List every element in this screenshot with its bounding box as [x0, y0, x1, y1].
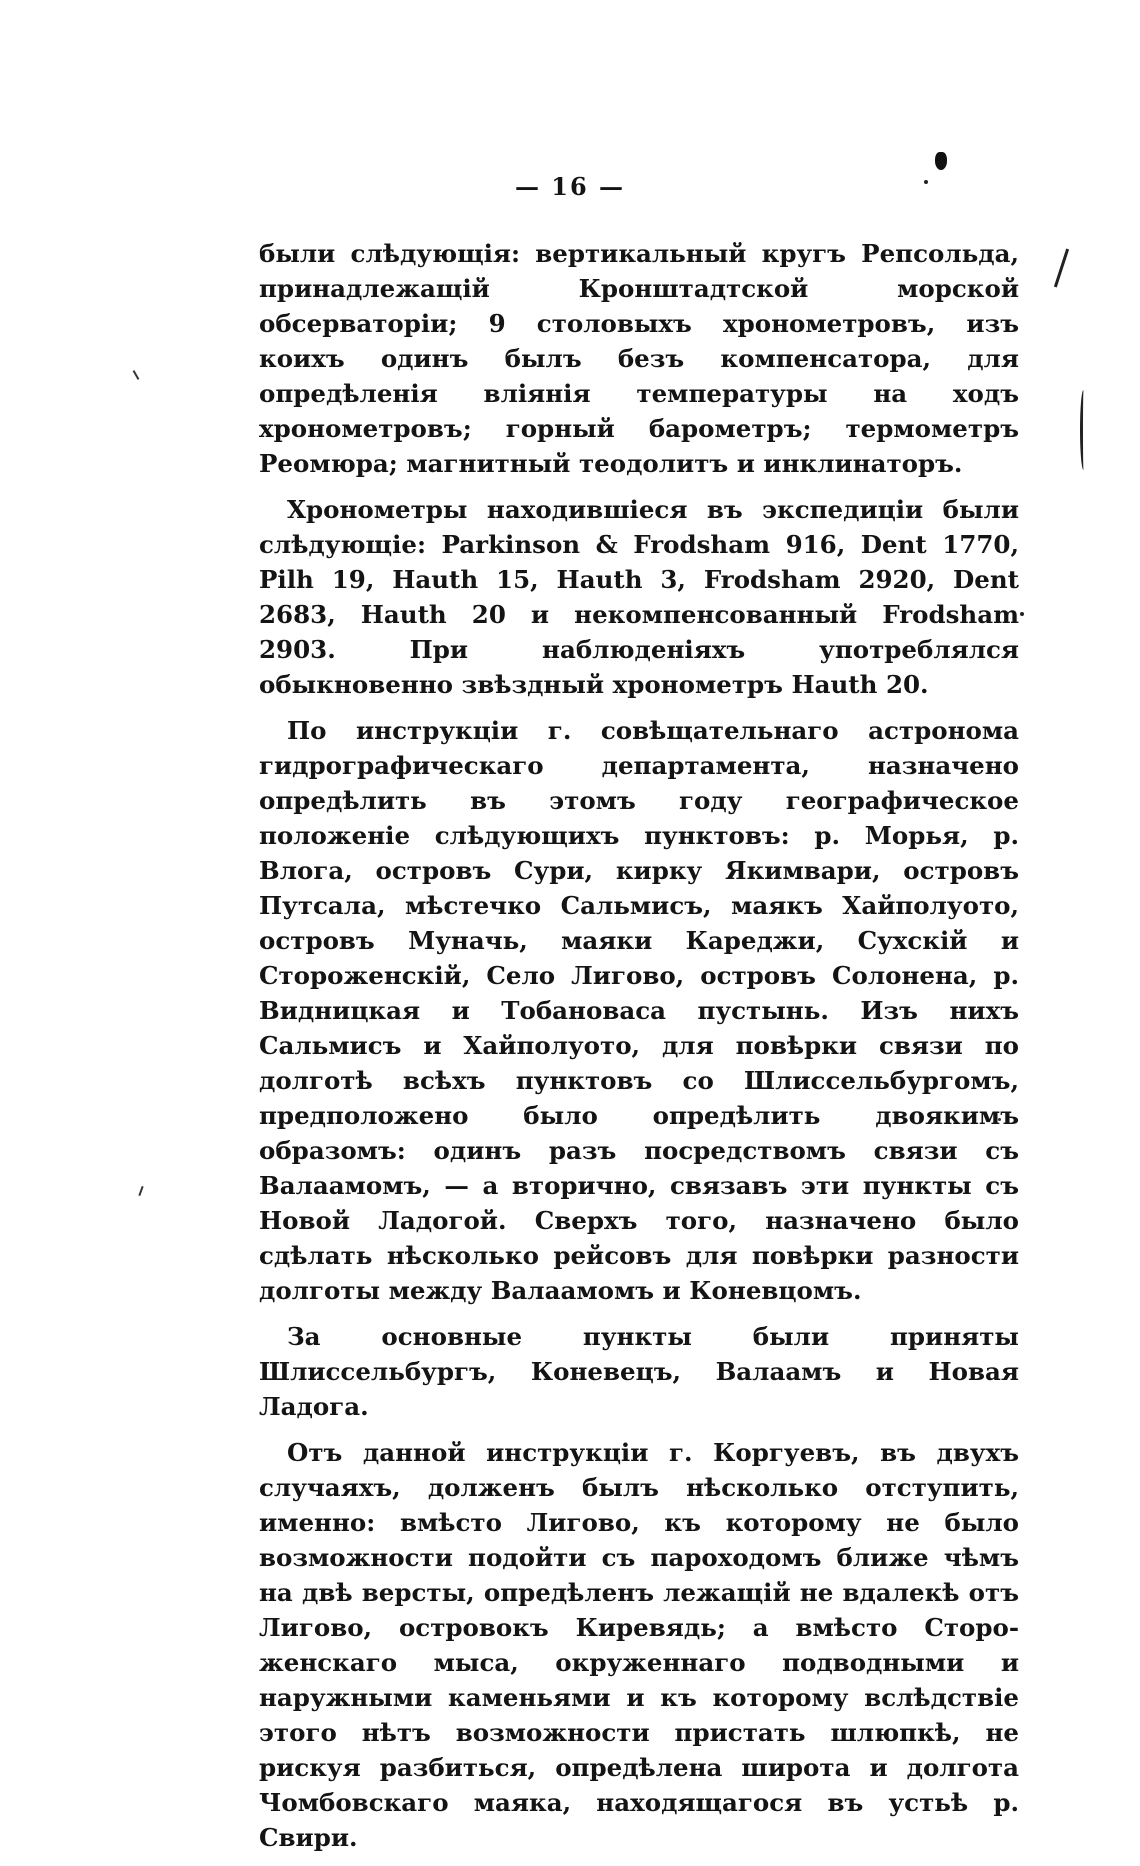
- scan-speck-dot: [1020, 612, 1024, 616]
- margin-mark: [138, 1186, 143, 1196]
- paragraph-instruction: По инструкцiи г. совѣщательнаго астронома гидрографическаго департамента, назначено опредѣлить въ этомъ году географическое положенiе слѣдующихъ пунктовъ: р. Морья, р. Влога, островъ Сури, кирку Якимвари, островъ Путсала, мѣстечко Сальмисъ, маякъ Хайполуото, островъ Муначь, маяки Кареджи, Сухскiй и Стороженскiй, Село Лигово, островъ Солонена, р. Видницкая и Тобановаса пустынь. Изъ нихъ Сальмисъ и Хайполуото, для повѣрки связи по долготѣ всѣхъ пунктовъ со Шлиссельбургомъ, предположено было опредѣлить двоякимъ образомъ: одинъ разъ посредствомъ связи съ Валаамомъ, — а вторично, связавъ эти пункты съ Новой Ладогой. Сверхъ того, назначено было сдѣлать нѣсколько рейсовъ для повѣрки разности долготы между Валаамомъ и Коневцомъ.: [259, 716, 1019, 1305]
- margin-mark: [1080, 390, 1087, 470]
- scan-speck-dot: [935, 152, 947, 170]
- paragraph-chronometers: Хронометры находившiеся въ экспедицiи были слѣдующiе: Parkinson & Frodsham 916, Dent 1770, Pilh 19, Hauth 15, Hauth 3, Frodsham 2920, Dent 2683, Hauth 20 и некомпенсованный Frodsham 2903. При наблюденiяхъ употреблялся обыкновенно звѣздный хронометръ Hauth 20.: [259, 495, 1019, 699]
- page-number: — 16 —: [514, 172, 626, 201]
- margin-mark: [1054, 249, 1069, 288]
- body-text: [259, 236, 1019, 1866]
- paragraph-deviation: Отъ данной инструкцiи г. Коргуевъ, въ двухъ случаяхъ, долженъ былъ нѣсколько отступить, именно: вмѣсто Лигово, къ которому не было возможности подойти съ пароходомъ ближе чѣмъ на двѣ версты, опредѣленъ лежащiй не вдалекѣ отъ Лигово, островокъ Киревядь; а вмѣсто Стороженскаго мыса, окруженнаго подводными и наружными каменьями и къ которому вслѣдствiе этого нѣтъ возможности пристать шлюпкѣ, не рискуя разбиться, опредѣлена широта и долгота Чомбовскаго маяка, находящагося въ устьѣ р. Свири.: [259, 1438, 1019, 1852]
- scan-speck-dot: [924, 180, 928, 184]
- margin-mark: [133, 370, 140, 380]
- paragraph-main-points: За основные пункты были приняты Шлиссельбургъ, Коневецъ, Валаамъ и Новая Ладога.: [259, 1322, 1019, 1421]
- paragraph-instruments: были слѣдующія: вертикальный кругъ Репсольда, принадлежащій Кронштадтской морской обсерваторіи; 9 столовыхъ хронометровъ, изъ коихъ одинъ былъ безъ компенсатора, для опредѣленія вліянія температуры на ходъ хронометровъ; горный барометръ; термометръ Реомюра; магнитный теодолитъ и инклинаторъ.: [259, 239, 1019, 478]
